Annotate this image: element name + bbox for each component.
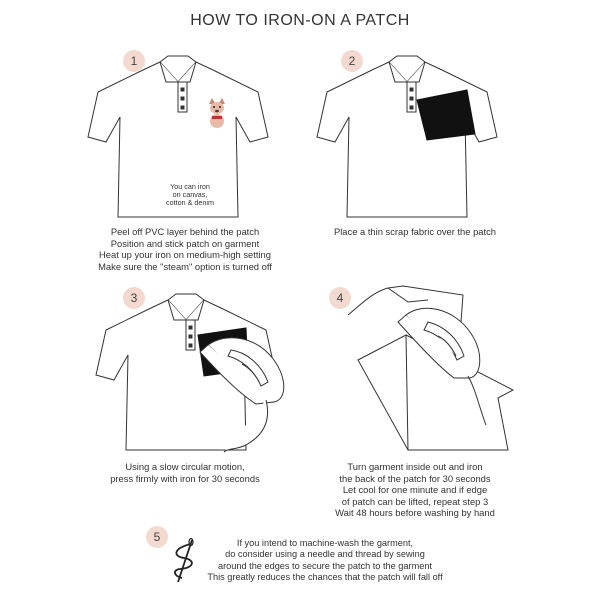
page-title: HOW TO IRON-ON A PATCH [190, 12, 410, 29]
step-5-badge: 5 [146, 526, 168, 548]
step-1-badge: 1 [123, 50, 145, 72]
polo-shirt-illustration-step-2 [317, 52, 497, 222]
step-3-badge: 3 [123, 287, 145, 309]
step-4-badge: 4 [329, 287, 351, 309]
step-2-badge: 2 [341, 50, 363, 72]
inside-out-garment-with-iron-step-4 [348, 280, 518, 455]
polo-shirt-with-iron-step-3 [96, 290, 296, 455]
step-5-caption: If you intend to machine-wash the garment, do consider using a needle and thread by sewing around the edges to secure the patch to the garment This greatly reduces the chances that the patch will fall off [207, 538, 443, 583]
step-1-caption: Peel off PVC layer behind the patch Position and stick patch on garment Heat up your iron on medium-high setting Make sure the "steam" option is turned off [98, 226, 272, 272]
step-4-caption: Turn garment inside out and iron the back of the patch for 30 seconds Let cool for one minute and if edge of patch can be lifted, repeat step 3 Wait 48 hours before washing by hand [335, 461, 495, 519]
step-3-caption: Using a slow circular motion, press firmly with iron for 30 seconds [110, 461, 260, 484]
step-2-caption: Place a thin scrap fabric over the patch [333, 226, 497, 237]
step-1-fabric-note: You can iron on canvas, cotton & denim [166, 182, 214, 207]
